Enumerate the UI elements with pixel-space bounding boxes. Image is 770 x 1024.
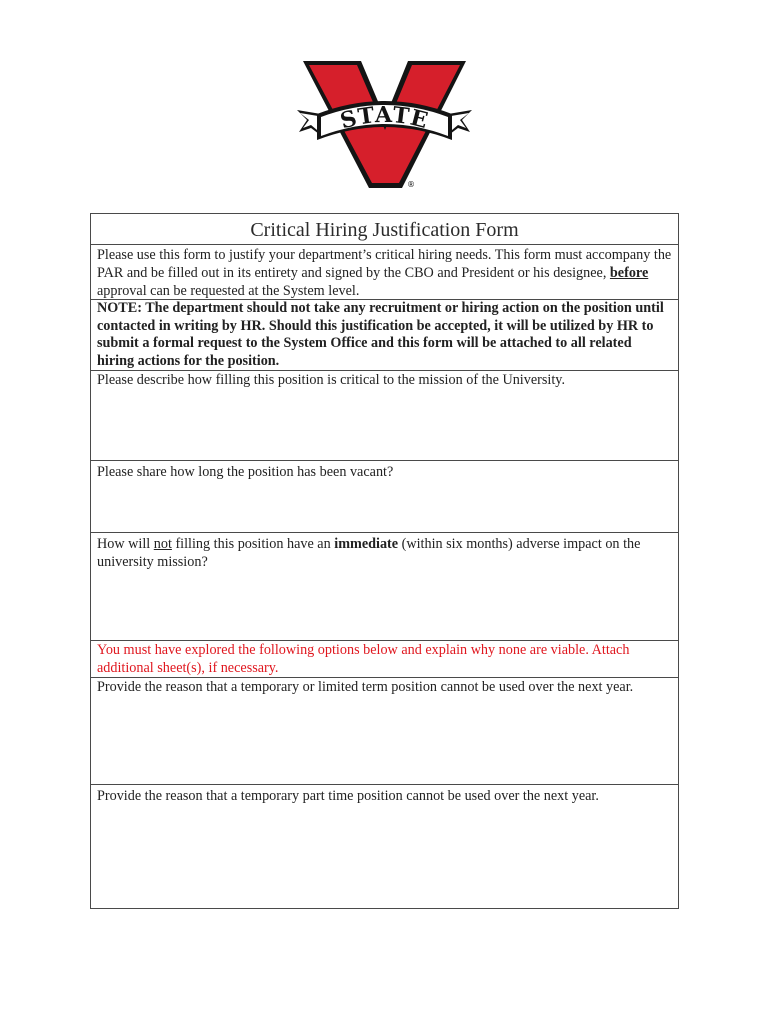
question-vacancy-length[interactable]: Please share how long the position has been vacant?: [91, 460, 678, 532]
question-adverse-impact[interactable]: How will not filling this position have an immediate (within six months) adverse impact on the university mission?: [91, 532, 678, 640]
question-temporary-position[interactable]: Provide the reason that a temporary or limited term position cannot be used over the next year.: [91, 677, 678, 784]
registered-mark: ®: [407, 180, 415, 189]
msu-state-logo: [297, 58, 472, 190]
note-text: NOTE: The department should not take any recruitment or hiring action on the position until contacted in writing by HR. Should this justification be accepted, it will be utilized by HR to submit a formal request to the System Office and this form will be attached to all related hiring actions for the position.: [91, 299, 678, 370]
question-part-time-position[interactable]: Provide the reason that a temporary part time position cannot be used over the next year.: [91, 784, 678, 908]
intro-text: Please use this form to justify your department’s critical hiring needs. This form must accompany the PAR and be filled out in its entirety and signed by the CBO and President or his designee, before approval can be requested at the System level.: [91, 244, 678, 299]
logo-text: STATE: [337, 101, 432, 135]
question-mission-critical[interactable]: Please describe how filling this position is critical to the mission of the University.: [91, 370, 678, 460]
justification-form: [90, 213, 679, 909]
form-title: Critical Hiring Justification Form: [250, 219, 519, 241]
explore-options-note: You must have explored the following options below and explain why none are viable. Attach additional sheet(s), if necessary.: [91, 640, 678, 677]
before-emphasis: before: [609, 265, 649, 281]
